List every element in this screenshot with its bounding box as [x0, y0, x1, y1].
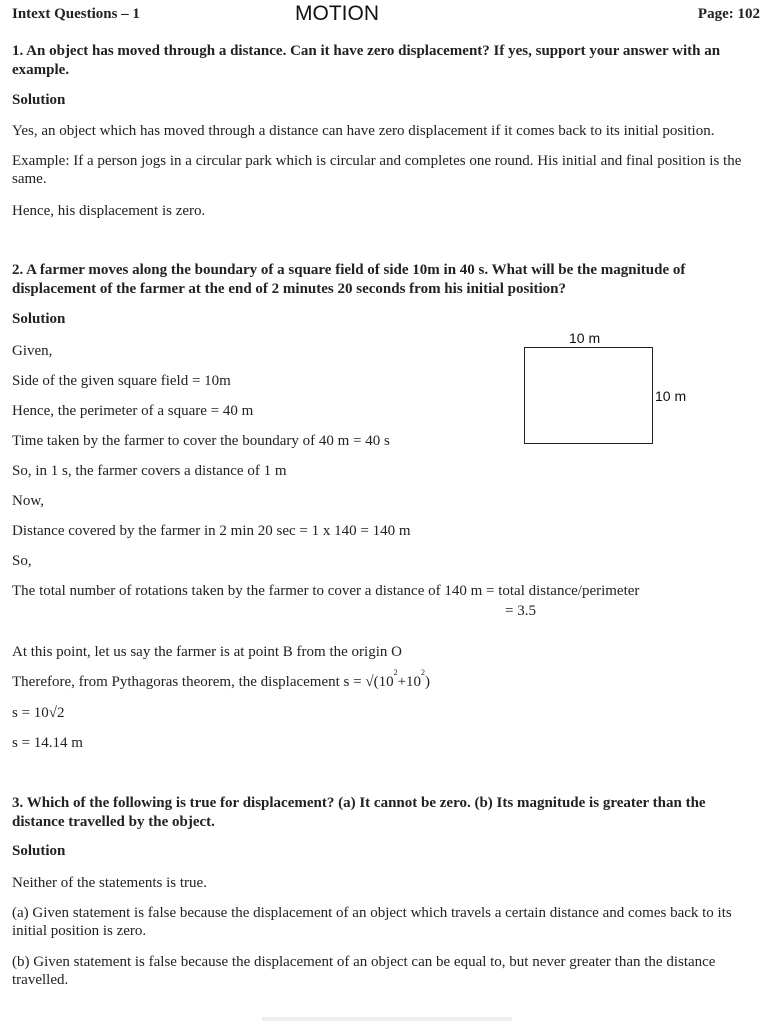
- q2-line-now: Now,: [12, 493, 44, 509]
- q2-line-rotations: The total number of rotations taken by the farmer to cover a distance of 140 m = total distance/perimeter: [12, 583, 640, 599]
- q2-line-s-value: s = 14.14 m: [12, 735, 83, 751]
- question-2: 2. A farmer moves along the boundary of a square field of side 10m in 40 s. What will be the magnitude of displacement of the farmer at the end of 2 minutes 20 seconds from his initial position?: [12, 262, 686, 297]
- q2-line-rotations-result: = 3.5: [505, 603, 536, 619]
- chapter-title: MOTION: [295, 2, 379, 25]
- q2-line-s-root: s = 10√2: [12, 705, 65, 721]
- q3-line-1: Neither of the statements is true.: [12, 875, 207, 891]
- q2-line-point-b: At this point, let us say the farmer is at point B from the origin O: [12, 644, 402, 660]
- q1-line-2: Example: If a person jogs in a circular park which is circular and completes one round. His initial and final position is the same.: [12, 153, 742, 187]
- square-field-diagram: [524, 347, 653, 444]
- q2-line-side: Side of the given square field = 10m: [12, 373, 231, 389]
- page-bottom-divider: [262, 1017, 512, 1021]
- q3-line-3: (b) Given statement is false because the displacement of an object can be equal to, but never greater than the distance travelled.: [12, 954, 716, 988]
- q2-line-speed: So, in 1 s, the farmer covers a distance of 1 m: [12, 463, 287, 479]
- q3-line-2: (a) Given statement is false because the displacement of an object which travels a certain distance and comes back to its initial position is zero.: [12, 905, 732, 939]
- q2-line-given: Given,: [12, 343, 53, 359]
- page-number: Page: 102: [697, 6, 760, 22]
- q2-line-distance: Distance covered by the farmer in 2 min 20 sec = 1 x 140 = 140 m: [12, 523, 411, 539]
- q1-line-3: Hence, his displacement is zero.: [12, 203, 206, 219]
- q2-solution-label: Solution: [12, 311, 66, 327]
- question-3: 3. Which of the following is true for displacement? (a) It cannot be zero. (b) Its magnitude is greater than the distance travelled by the object.: [12, 795, 706, 830]
- q2-line-time: Time taken by the farmer to cover the boundary of 40 m = 40 s: [12, 433, 390, 449]
- q1-solution-label: Solution: [12, 92, 66, 108]
- diagram-side-label: 10 m: [655, 388, 687, 404]
- diagram-top-label: 10 m: [569, 330, 601, 346]
- header-section-title: Intext Questions – 1: [12, 6, 140, 22]
- q3-solution-label: Solution: [12, 843, 66, 859]
- question-1: 1. An object has moved through a distance. Can it have zero displacement? If yes, support your answer with an example.: [12, 43, 721, 78]
- q2-line-perimeter: Hence, the perimeter of a square = 40 m: [12, 403, 254, 419]
- q2-line-pythagoras: Therefore, from Pythagoras theorem, the displacement $s = √(10^2+10^2)$: [12, 668, 431, 690]
- q1-line-1: Yes, an object which has moved through a distance can have zero displacement if it comes back to its initial position.: [12, 123, 715, 139]
- q2-line-so: So,: [12, 553, 32, 569]
